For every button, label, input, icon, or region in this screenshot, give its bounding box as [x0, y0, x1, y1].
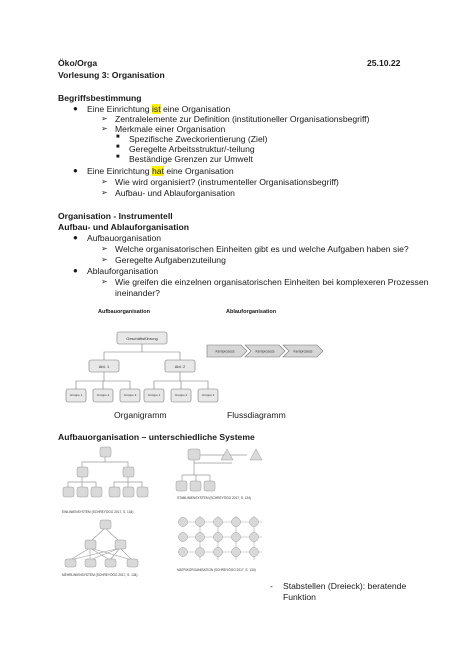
- arrow-bullet-icon: ➢: [101, 114, 108, 123]
- group-label: Gruppe 1: [147, 393, 161, 397]
- section-heading-begriffsbestimmung: Begriffsbestimmung: [58, 93, 142, 103]
- note-dash: -: [270, 581, 273, 591]
- sub-item-prozesse-line2: ineinander?: [115, 288, 160, 298]
- list-item-aufbauorganisation: Aufbauorganisation: [87, 233, 162, 243]
- list-item-ist: Eine Einrichtung ist eine Organisation: [87, 104, 231, 114]
- arrow-bullet-icon: ➢: [101, 124, 108, 133]
- root-label: Geschäftsführung: [126, 336, 158, 341]
- group-label: Gruppe 1: [69, 393, 83, 397]
- arrow-bullet-icon: ➢: [101, 277, 108, 286]
- sub-item-wie-organisiert: Wie wird organisiert? (instrumenteller Organisationsbegriff): [115, 177, 339, 187]
- feature-item: Spezifische Zweckorientierung (Ziel): [129, 134, 268, 144]
- dept-label: Abt. 2: [174, 364, 186, 369]
- diagram-title-aufbau: Aufbauorganisation: [98, 309, 150, 315]
- stabliniensystem-diagram: [172, 445, 272, 497]
- einliniensystem-diagram: [60, 445, 180, 503]
- course-title: Öko/Orga: [58, 58, 98, 68]
- caption-matrixorganisation: MATRIXORGANISATION (SCHREYÖGG 2017, S. 134): [177, 568, 256, 572]
- process-label: Kernprozess: [215, 349, 235, 354]
- group-label: Gruppe 2: [96, 393, 110, 397]
- feature-item: Geregelte Arbeitsstruktur/-teilung: [129, 144, 255, 154]
- group-label: Gruppe 2: [174, 393, 188, 397]
- matrixorganisation-diagram: [172, 512, 272, 567]
- process-label: Kernprozess: [255, 349, 275, 354]
- section-heading-instrumentell: Organisation - Instrumentell: [58, 211, 173, 221]
- sub-item-prozesse-line1: Wie greifen die einzelnen organisatorischen Einheiten bei komplexeren Prozessen: [115, 277, 429, 287]
- mehrliniensystem-diagram: [60, 518, 170, 568]
- bullet-icon: ●: [73, 266, 78, 275]
- list-item-ablauforganisation: Ablauforganisation: [87, 266, 159, 276]
- square-bullet-icon: ■: [116, 134, 120, 140]
- caption-einliniensystem: EINLINIENSYSTEM (SCHREYÖGG 2017, S. 134): [62, 510, 134, 514]
- group-label: Gruppe 3: [123, 393, 137, 397]
- sub-item-zentralelemente: Zentralelemente zur Definition (institutioneller Organisationsbegriff): [115, 114, 370, 124]
- caption-stabliniensystem: STABLINIENSYSTEM (SCHREYÖGG 2017, S. 134): [177, 496, 252, 500]
- feature-item: Beständige Grenzen zur Umwelt: [129, 154, 253, 164]
- list-item-hat: Eine Einrichtung hat eine Organisation: [87, 166, 234, 176]
- lecture-title: Vorlesung 3: Organisation: [58, 70, 165, 80]
- bullet-icon: ●: [73, 104, 78, 113]
- sub-item-aufgabenzuteilung: Geregelte Aufgabenzuteilung: [115, 255, 226, 265]
- section-heading-systeme: Aufbauorganisation – unterschiedliche Systeme: [58, 432, 255, 442]
- sub-item-merkmale: Merkmale einer Organisation: [115, 124, 226, 134]
- bullet-icon: ●: [73, 233, 78, 242]
- sub-item-einheiten: Welche organisatorischen Einheiten gibt es und welche Aufgaben haben sie?: [115, 244, 409, 254]
- note-line1: Stabstellen (Dreieck): beratende: [283, 581, 407, 591]
- arrow-bullet-icon: ➢: [101, 188, 108, 197]
- caption-organigramm: Organigramm: [114, 410, 167, 420]
- organigram-diagram: [60, 325, 220, 410]
- caption-mehrliniensystem: MEHRLINIENSYSTEM (SCHREYÖGG 2017, S. 134): [62, 573, 138, 577]
- section-heading-aufbau-ablauf: Aufbau- und Ablauforganisation: [58, 222, 189, 232]
- highlight-ist: ist: [151, 104, 161, 114]
- process-flow-diagram: [205, 343, 325, 359]
- bullet-icon: ●: [73, 166, 78, 175]
- note-line2: Funktion: [283, 592, 316, 602]
- arrow-bullet-icon: ➢: [101, 244, 108, 253]
- group-label: Gruppe 3: [201, 393, 215, 397]
- sub-item-aufbau-ablauf: Aufbau- und Ablauforganisation: [115, 188, 235, 198]
- process-label: Kernprozess: [293, 349, 313, 354]
- square-bullet-icon: ■: [116, 144, 120, 150]
- date-label: 25.10.22: [367, 58, 401, 68]
- dept-label: Abt. 1: [98, 364, 110, 369]
- highlight-hat: hat: [151, 166, 164, 176]
- square-bullet-icon: ■: [116, 154, 120, 160]
- arrow-bullet-icon: ➢: [101, 255, 108, 264]
- caption-flussdiagramm: Flussdiagramm: [227, 410, 286, 420]
- diagram-title-ablauf: Ablauforganisation: [226, 309, 277, 315]
- arrow-bullet-icon: ➢: [101, 177, 108, 186]
